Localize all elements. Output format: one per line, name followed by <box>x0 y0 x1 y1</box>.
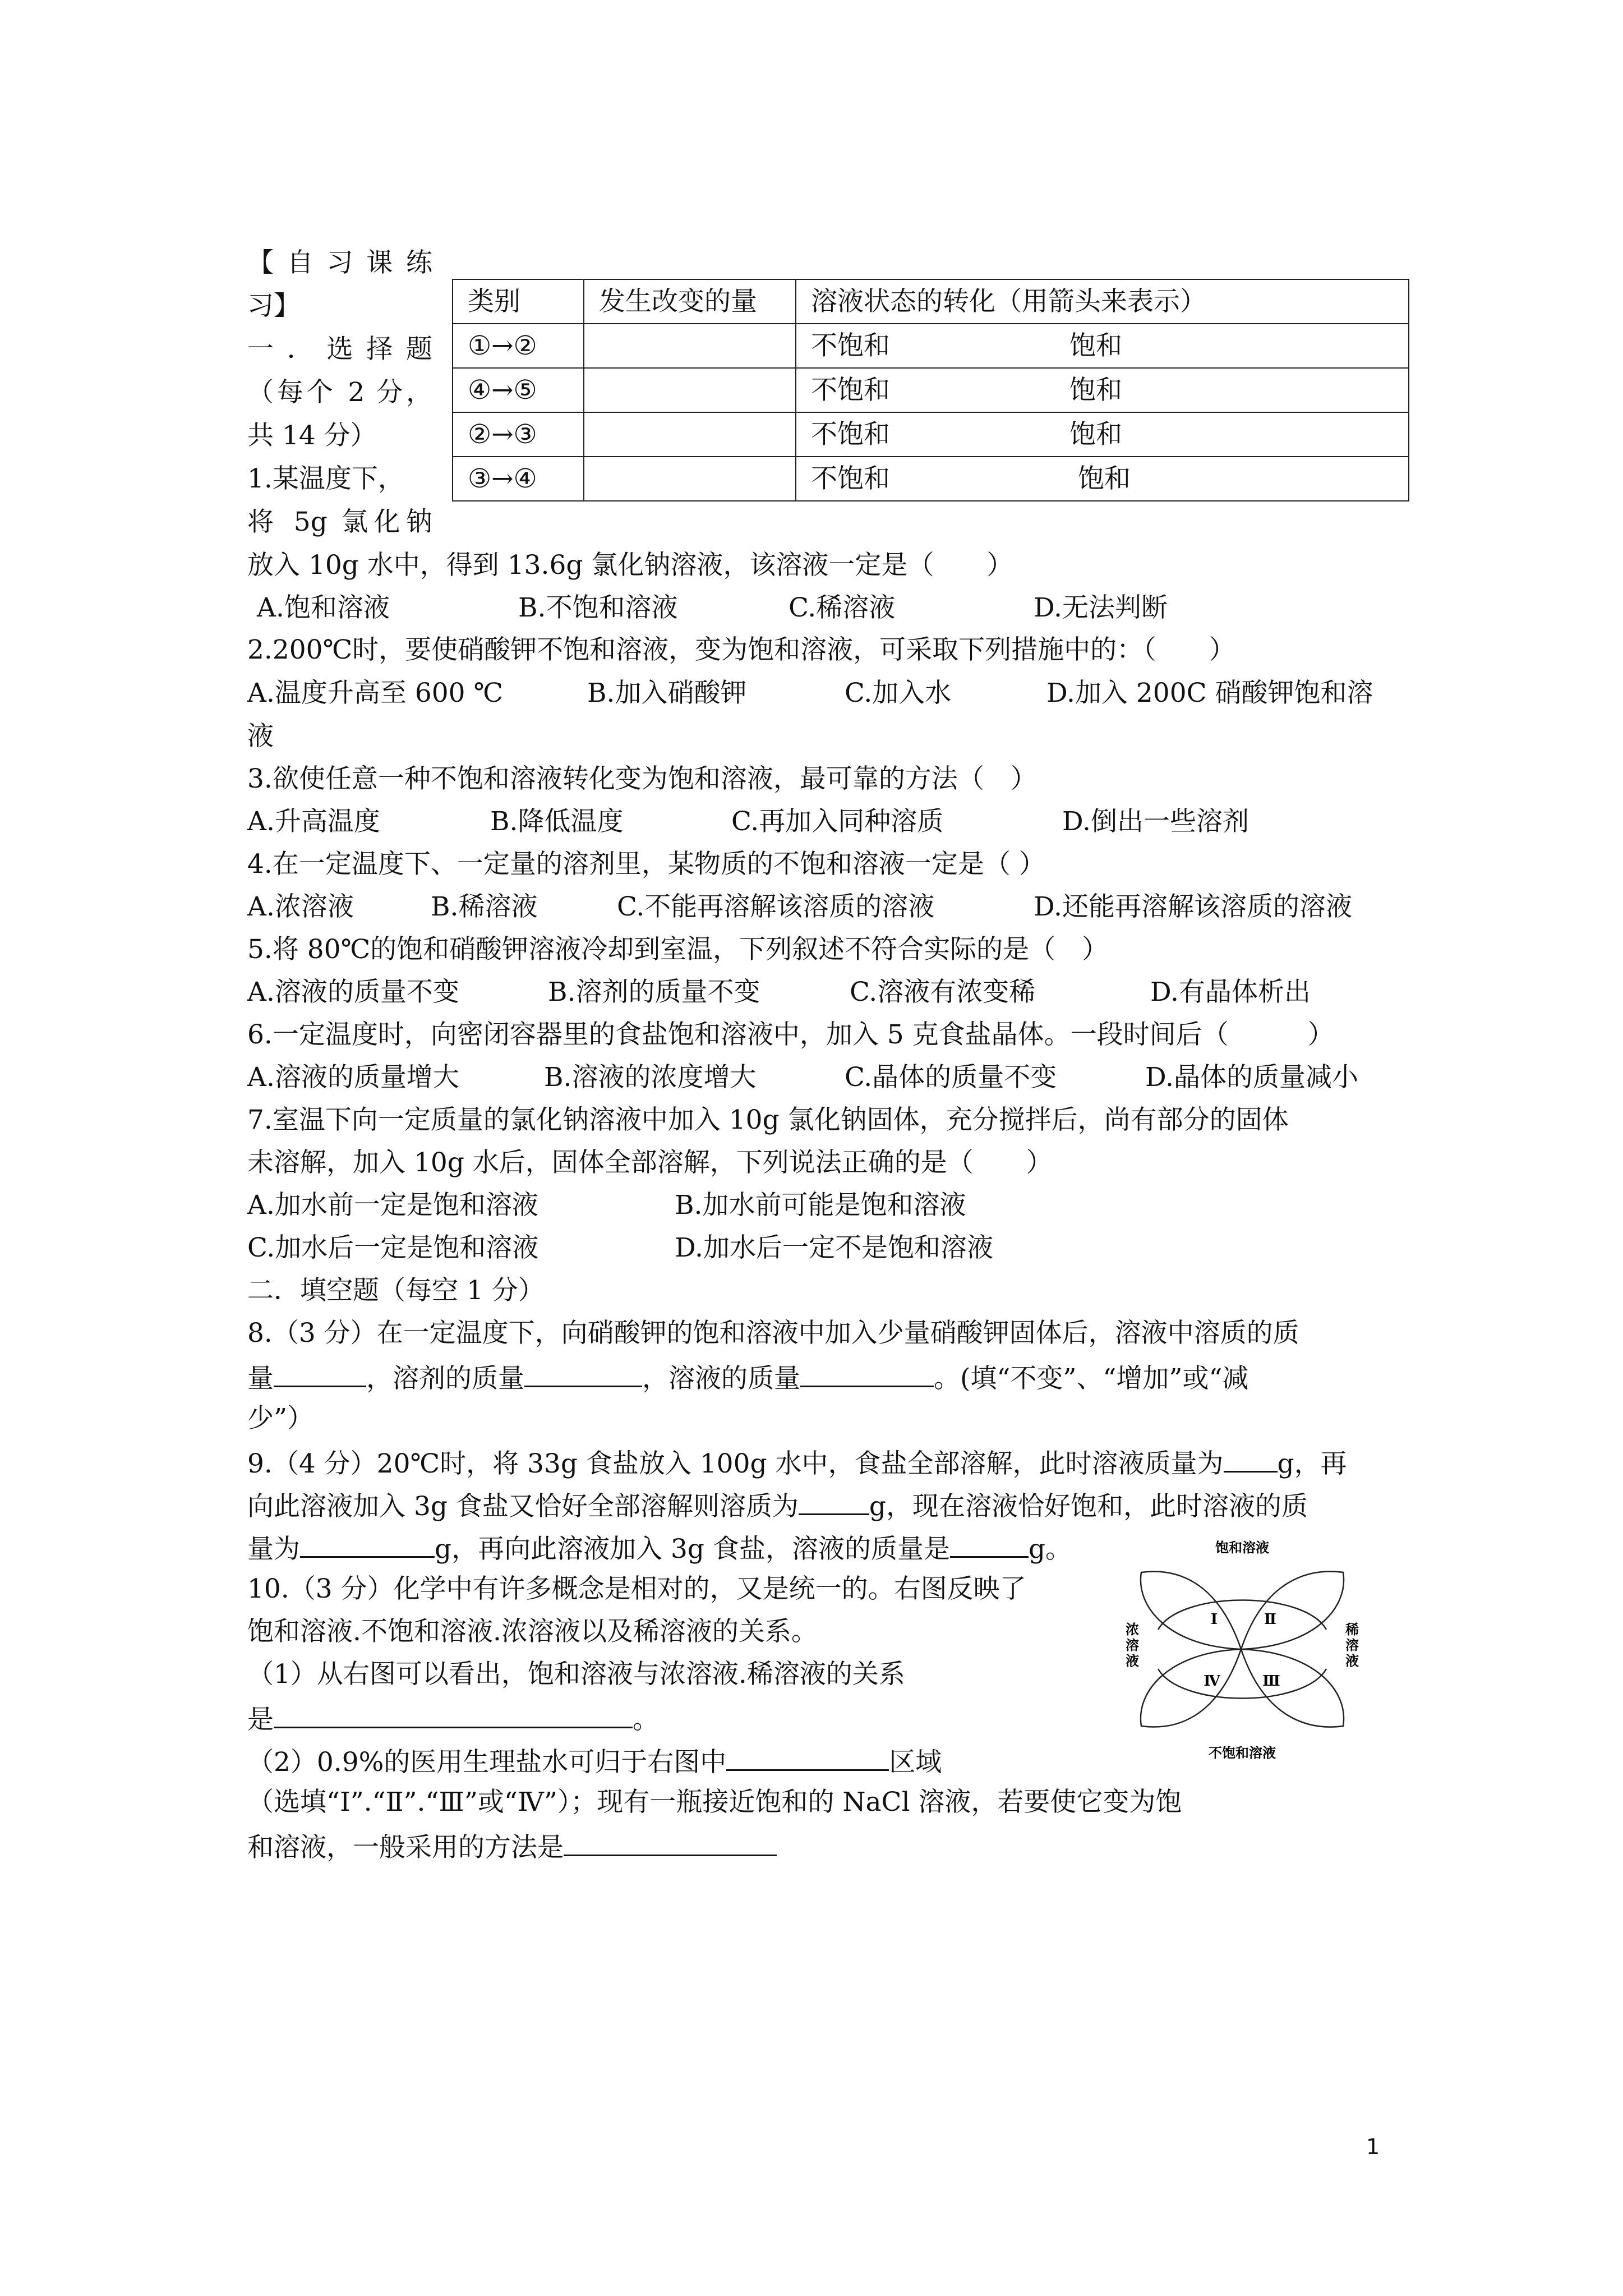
label-concentrated: 浓溶液 <box>1126 1621 1139 1669</box>
option-a[interactable]: A.溶液的质量不变 <box>247 977 459 1007</box>
question-7-text: 未溶解，加入 10g 水后，固体全部溶解，下列说法正确的是（ ） <box>247 1147 1053 1178</box>
option-c[interactable]: C.稀溶液 <box>789 592 896 623</box>
question-6-text: 6.一定温度时，向密闭容器里的食盐饱和溶液中，加入 5 克食盐晶体。一段时间后（ ） <box>247 1019 1334 1050</box>
option-c[interactable]: C.加水后一定是饱和溶液 <box>247 1232 539 1263</box>
answer-blank[interactable] <box>274 1695 633 1728</box>
q8-text: 量 <box>247 1363 274 1394</box>
question-10-line-5 <box>247 1738 942 1784</box>
region-4: Ⅳ <box>1204 1673 1220 1690</box>
state-to: 饱和 <box>1069 375 1122 406</box>
answer-blank[interactable] <box>1224 1439 1278 1473</box>
q9-text: 向此溶液加入 3g 食盐又恰好全部溶解则溶质为 <box>247 1491 799 1522</box>
question-8-text: 8.（3 分）在一定温度下，向硝酸钾的饱和溶液中加入少量硝酸钾固体后，溶液中溶质的质 <box>247 1318 1299 1349</box>
option-a[interactable]: A.温度升高至 600 ℃ <box>247 678 504 708</box>
answer-blank[interactable] <box>274 1354 366 1387</box>
table-header-cell: 类别 <box>453 279 584 324</box>
state-transition-table <box>452 279 1409 501</box>
table-row <box>453 412 1409 457</box>
table-cell-changed[interactable] <box>584 457 796 501</box>
option-a[interactable]: A.加水前一定是饱和溶液 <box>247 1190 538 1221</box>
question-10-text: 饱和溶液.不饱和溶液.浓溶液以及稀溶液的关系。 <box>247 1616 818 1647</box>
q10-text: （2）0.9%的医用生理盐水可归于右图中 <box>247 1747 727 1778</box>
option-c[interactable]: C.再加入同种溶质 <box>731 806 944 837</box>
solution-relationship-diagram <box>1124 1540 1360 1764</box>
table-cell-transition[interactable] <box>796 324 1409 368</box>
option-d[interactable]: D.晶体的质量减小 <box>1145 1062 1358 1093</box>
label-dilute: 稀溶液 <box>1345 1621 1359 1669</box>
option-d[interactable]: D.倒出一些溶剂 <box>1062 806 1249 837</box>
option-d[interactable]: D.加水后一定不是饱和溶液 <box>675 1232 993 1263</box>
table-cell-transition[interactable] <box>796 457 1409 501</box>
label-saturated: 饱和溶液 <box>1215 1540 1269 1556</box>
option-b[interactable]: B.溶剂的质量不变 <box>548 977 760 1007</box>
question-1-text: 放入 10g 水中，得到 13.6g 氯化钠溶液，该溶液一定是（ ） <box>247 550 1013 581</box>
answer-blank[interactable] <box>800 1354 934 1387</box>
option-d[interactable]: D.还能再溶解该溶质的溶液 <box>1034 891 1352 922</box>
q9-text: g，现在溶液恰好饱和，此时溶液的质 <box>869 1491 1308 1522</box>
header-line: （每个 2 分， <box>247 377 432 408</box>
q10-text: 是 <box>247 1704 274 1735</box>
option-b[interactable]: B.加水前可能是饱和溶液 <box>675 1190 966 1221</box>
question-9-line-3 <box>247 1525 1072 1571</box>
header-line: 【自习课练 <box>247 247 432 278</box>
q10-text: 。 <box>633 1704 659 1735</box>
q10-text: 和溶液，一般采用的方法是 <box>247 1832 564 1863</box>
q8-text: ，溶剂的质量 <box>366 1363 524 1394</box>
state-from: 不饱和 <box>811 330 890 361</box>
table-header-cell: 发生改变的量 <box>584 279 796 324</box>
question-10-line-7 <box>247 1823 777 1869</box>
question-10-text: （1）从右图可以看出，饱和溶液与浓溶液.稀溶液的关系 <box>247 1659 905 1690</box>
q9-text: g，再 <box>1277 1448 1347 1479</box>
answer-blank[interactable] <box>300 1525 435 1558</box>
section-2-title: 二．填空题（每空 1 分） <box>247 1275 545 1306</box>
option-d[interactable]: D.有晶体析出 <box>1150 977 1311 1007</box>
option-d[interactable]: D.无法判断 <box>1034 592 1168 623</box>
header-line: 将 5g 氯化钠 <box>247 507 432 537</box>
q10-text: 区域 <box>889 1747 942 1778</box>
question-7-text: 7.室温下向一定质量的氯化钠溶液中加入 10g 氯化钠固体，充分搅拌后，尚有部分的固体 <box>247 1105 1289 1135</box>
state-from: 不饱和 <box>811 419 890 450</box>
header-line: 1.某温度下， <box>247 463 404 494</box>
option-a[interactable]: A.饱和溶液 <box>257 592 390 623</box>
question-9-line-1 <box>247 1439 1347 1485</box>
q9-text: g。 <box>1028 1534 1072 1565</box>
table-row <box>453 324 1409 368</box>
option-c[interactable]: C.晶体的质量不变 <box>845 1062 1057 1093</box>
header-line: 一．选择题 <box>247 334 432 365</box>
state-from: 不饱和 <box>811 463 890 494</box>
region-1: Ⅰ <box>1210 1611 1218 1628</box>
option-b[interactable]: B.不饱和溶液 <box>518 592 678 623</box>
unsaturated-arc <box>1158 1669 1326 1699</box>
table-cell-transition[interactable] <box>796 368 1409 412</box>
question-9-line-2 <box>247 1482 1308 1528</box>
option-a[interactable]: A.浓溶液 <box>247 891 354 922</box>
table-cell-changed[interactable] <box>584 368 796 412</box>
table-cell-category: ②→③ <box>453 412 584 457</box>
petal-upper-right <box>1241 1571 1344 1649</box>
question-10-line-4 <box>247 1695 659 1741</box>
state-to: 饱和 <box>1069 330 1122 361</box>
header-line: 习】 <box>247 291 300 321</box>
region-2: Ⅱ <box>1264 1611 1276 1628</box>
q9-text: g，再向此溶液加入 3g 食盐，溶液的质量是 <box>435 1534 950 1565</box>
option-c[interactable]: C.不能再溶解该溶质的溶液 <box>617 891 935 922</box>
option-c[interactable]: C.溶液有浓变稀 <box>850 977 1036 1007</box>
table-header-cell: 溶液状态的转化（用箭头来表示） <box>796 279 1409 324</box>
table-cell-changed[interactable] <box>584 324 796 368</box>
answer-blank[interactable] <box>524 1354 642 1387</box>
question-10-text: 10.（3 分）化学中有许多概念是相对的，又是统一的。右图反映了 <box>247 1573 1026 1604</box>
table-row <box>453 457 1409 501</box>
question-8-line-3: 少”） <box>247 1403 314 1434</box>
table-cell-transition[interactable] <box>796 412 1409 457</box>
option-b[interactable]: B.降低温度 <box>490 806 624 837</box>
option-a[interactable]: A.溶液的质量增大 <box>247 1062 459 1093</box>
table-header-row <box>453 279 1409 324</box>
question-10-text: （选填“Ⅰ”.“Ⅱ”.“Ⅲ”或“Ⅳ”）；现有一瓶接近饱和的 NaCl 溶液，若要使它变为饱 <box>247 1787 1182 1818</box>
question-2-text: 2.200℃时，要使硝酸钾不饱和溶液，变为饱和溶液，可采取下列措施中的：（ ） <box>247 634 1235 665</box>
question-4-text: 4.在一定温度下、一定量的溶剂里，某物质的不饱和溶液一定是（ ） <box>247 849 1045 880</box>
option-b[interactable]: B.溶液的浓度增大 <box>544 1062 757 1093</box>
petal-lower-left <box>1141 1649 1241 1727</box>
region-3: Ⅲ <box>1262 1673 1280 1690</box>
option-b[interactable]: B.稀溶液 <box>431 891 538 922</box>
option-d-wrap: 液 <box>247 721 274 752</box>
q9-text: 量为 <box>247 1534 300 1565</box>
question-3-text: 3.欲使任意一种不饱和溶液转化变为饱和溶液，最可靠的方法（ ） <box>247 763 1037 794</box>
question-5-text: 5.将 80℃的饱和硝酸钾溶液冷却到室温，下列叙述不符合实际的是（ ） <box>247 934 1109 965</box>
option-b[interactable]: B.加入硝酸钾 <box>587 678 747 708</box>
saturated-arc <box>1158 1600 1326 1630</box>
q9-text: 9.（4 分）20℃时，将 33g 食盐放入 100g 水中，食盐全部溶解，此时溶液质量为 <box>247 1448 1224 1479</box>
question-8-line-2 <box>247 1354 1248 1400</box>
state-to: 饱和 <box>1078 463 1131 494</box>
label-unsaturated: 不饱和溶液 <box>1209 1745 1276 1761</box>
table-cell-changed[interactable] <box>584 412 796 457</box>
state-to: 饱和 <box>1069 419 1122 450</box>
petal-lower-right <box>1241 1649 1344 1727</box>
table-cell-category: ④→⑤ <box>453 368 584 412</box>
option-d[interactable]: D.加入 200C 硝酸钾饱和溶 <box>1046 678 1373 708</box>
option-c[interactable]: C.加入水 <box>845 678 952 708</box>
answer-blank[interactable] <box>799 1482 869 1515</box>
page-number: 1 <box>1366 2134 1380 2159</box>
answer-blank[interactable] <box>950 1525 1029 1558</box>
table-cell-category: ①→② <box>453 324 584 368</box>
table-cell-category: ③→④ <box>453 457 584 501</box>
answer-blank[interactable] <box>564 1823 777 1856</box>
table-row <box>453 368 1409 412</box>
section-header <box>247 241 432 544</box>
option-a[interactable]: A.升高温度 <box>247 806 380 837</box>
header-line: 共 14 分） <box>247 420 377 451</box>
state-from: 不饱和 <box>811 375 890 406</box>
q8-text: 。(填“不变”、“增加”或“减 <box>934 1363 1249 1394</box>
answer-blank[interactable] <box>726 1738 889 1771</box>
q8-text: ，溶液的质量 <box>642 1363 800 1394</box>
petal-upper-left <box>1141 1571 1241 1649</box>
